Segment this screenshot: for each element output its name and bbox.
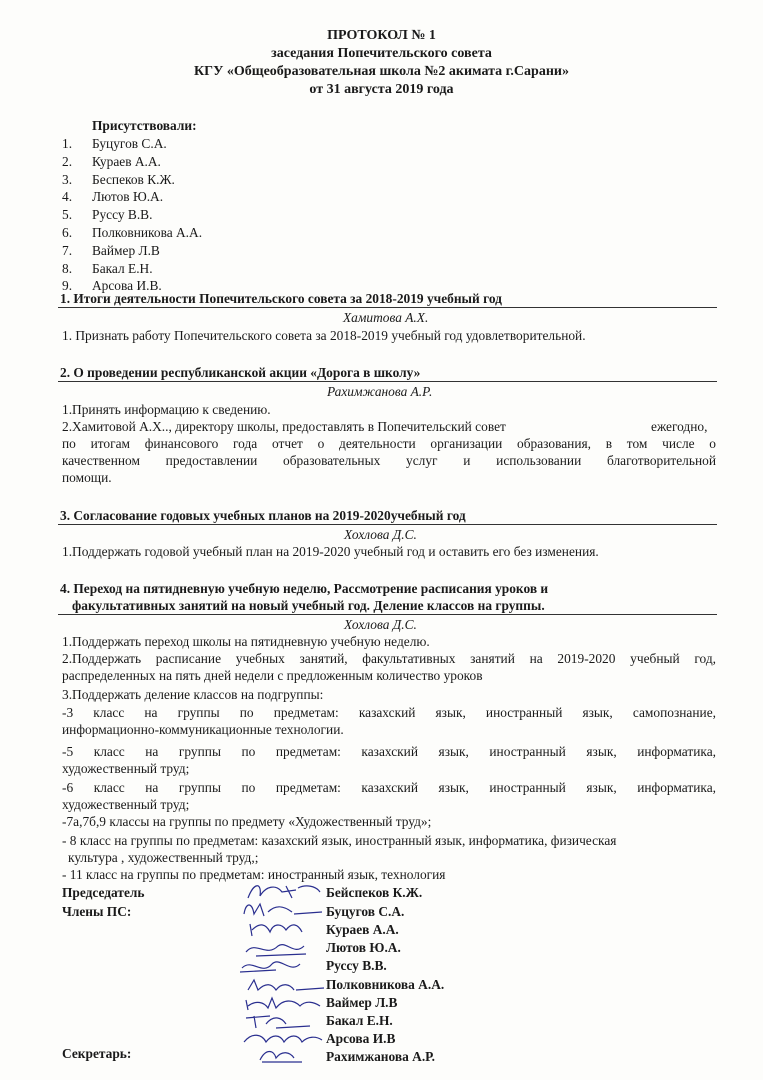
attendee-number: 3. <box>62 171 73 187</box>
protocol-title: ПРОТОКОЛ № 1 <box>327 28 436 43</box>
group-class-11: - 11 класс на группы по предметам: иностранный язык, технология <box>62 867 446 882</box>
group-class-7: -7а,7б,9 классы на группы по предмету «Художественный труд»; <box>62 814 432 829</box>
section-2-title: 2. О проведении республиканской акции «Дорога в школу» <box>60 365 421 380</box>
attendee-name: Ваймер Л.В <box>92 242 160 258</box>
section-3-speaker: Хохлова Д.С. <box>344 527 417 542</box>
section-2-decision-2-line: качественном предоставлении образовательных услуг и использовании благотворительной <box>62 453 716 468</box>
group-class-5: -5 класс на группы по предметам: казахский язык, иностранный язык, информатика, <box>62 744 716 759</box>
section-4-decision-2-line: распределенных на пять дней недели с предложенным количество уроков <box>62 668 483 683</box>
attendee-number: 5. <box>62 207 73 223</box>
section-2-decision-2-line: помощи. <box>62 470 112 485</box>
organization-name: КГУ «Общеобразовательная школа №2 акимата г.Сарани» <box>194 64 569 79</box>
attendee-item <box>62 171 175 188</box>
divider <box>58 524 717 525</box>
attendee-name: Лютов Ю.А. <box>92 189 164 205</box>
signer-name: Лютов Ю.А. <box>326 940 401 955</box>
section-2-decision-1: 1.Принять информацию к сведению. <box>62 402 271 417</box>
attendee-number: 2. <box>62 153 73 169</box>
protocol-subtitle: заседания Попечительского совета <box>271 46 492 61</box>
section-4-decision-3: 3.Поддержать деление классов на подгруппы: <box>62 687 324 702</box>
signer-name: Ваймер Л.В <box>326 995 398 1010</box>
section-4-decision-2: 2.Поддержать расписание учебных занятий, факультативных занятий на 2019-2020 учебный год, <box>62 651 716 666</box>
attendee-number: 6. <box>62 225 73 240</box>
attendee-name: Полковникова А.А. <box>92 225 203 240</box>
attendees-title: Присутствовали: <box>92 118 197 133</box>
handwritten-signature <box>236 918 326 940</box>
group-class-5-line: художественный труд; <box>62 761 190 776</box>
section-2-decision-2: 2.Хамитовой А.Х.., директору школы, предоставлять в Попечительский совет <box>62 419 506 434</box>
attendee-item <box>62 135 167 152</box>
section-2-decision-2-tail: ежегодно, <box>651 419 708 434</box>
attendee-item <box>62 188 163 205</box>
group-class-6-line: художественный труд; <box>62 797 190 812</box>
handwritten-signature <box>236 1044 326 1066</box>
section-2-speaker: Рахимжанова А.Р. <box>327 384 433 399</box>
attendee-number: 4. <box>62 189 73 205</box>
attendee-item <box>62 242 160 259</box>
members-label: Члены ПС: <box>62 904 132 919</box>
signer-name: Полковникова А.А. <box>326 977 445 992</box>
attendee-item <box>62 260 153 277</box>
group-class-6: -6 класс на группы по предметам: казахский язык, иностранный язык, информатика, <box>62 780 716 795</box>
attendee-number: 8. <box>62 260 73 276</box>
group-class-8: - 8 класс на группы по предметам: казахский язык, иностранный язык, информатика, физическая <box>62 833 617 848</box>
section-1-title: 1. Итоги деятельности Попечительского совета за 2018-2019 учебный год <box>60 291 502 306</box>
section-1-decision: 1. Признать работу Попечительского совета за 2018-2019 учебный год удовлетворительной. <box>62 328 586 343</box>
group-class-3-line: информационно-коммуникационные технологии. <box>62 722 344 737</box>
signer-name: Руссу В.В. <box>326 958 387 973</box>
protocol-date: от 31 августа 2019 года <box>309 82 454 97</box>
section-4-title: 4. Переход на пятидневную учебную неделю, Рассмотрение расписания уроков и <box>60 581 549 596</box>
attendee-name: Буцугов С.А. <box>92 136 167 151</box>
chair-label: Председатель <box>62 885 145 900</box>
signer-name: Рахимжанова А.Р. <box>326 1049 436 1064</box>
signer-name: Кураев А.А. <box>326 922 399 937</box>
section-1-speaker: Хамитова А.Х. <box>343 310 429 325</box>
secretary-label: Секретарь: <box>62 1046 132 1061</box>
attendee-item <box>62 277 162 294</box>
attendee-name: Арсова И.В. <box>92 278 162 294</box>
divider <box>58 307 717 308</box>
signer-name: Бейспеков К.Ж. <box>326 885 423 900</box>
signer-name: Буцугов С.А. <box>326 904 405 919</box>
section-4-decision-1: 1.Поддержать переход школы на пятидневную учебную неделю. <box>62 634 430 649</box>
attendee-item <box>62 206 152 223</box>
attendee-name: Кураев А.А. <box>92 153 161 169</box>
section-3-title: 3. Согласование годовых учебных планов на 2019-2020учебный год <box>60 508 466 523</box>
divider <box>58 614 717 615</box>
attendee-name: Руссу В.В. <box>92 207 153 223</box>
attendee-name: Бакал Е.Н. <box>92 260 153 276</box>
attendee-number: 7. <box>62 242 73 258</box>
section-3-decision: 1.Поддержать годовой учебный план на 2019-2020 учебный год и оставить его без изменения. <box>62 544 599 559</box>
section-4-title-line-2: факультативных занятий на новый учебный год. Деление классов на группы. <box>72 598 545 613</box>
attendee-name: Беспеков К.Ж. <box>92 171 175 187</box>
section-2-decision-2-line: по итогам финансового года отчет о деятельности организации образования, в том числе о <box>62 436 716 451</box>
divider <box>58 381 717 382</box>
group-class-8-line: культура , художественный труд,; <box>68 850 259 865</box>
attendee-number: 1. <box>62 136 73 151</box>
attendee-number: 9. <box>62 278 73 294</box>
signer-name: Арсова И.В <box>326 1031 396 1046</box>
signer-name: Бакал Е.Н. <box>326 1013 393 1028</box>
attendee-item <box>62 224 202 241</box>
handwritten-signature <box>236 898 326 920</box>
section-4-speaker: Хохлова Д.С. <box>344 617 417 632</box>
group-class-3: -3 класс на группы по предметам: казахский язык, иностранный язык, самопознание, <box>62 705 716 720</box>
attendee-item <box>62 153 161 170</box>
